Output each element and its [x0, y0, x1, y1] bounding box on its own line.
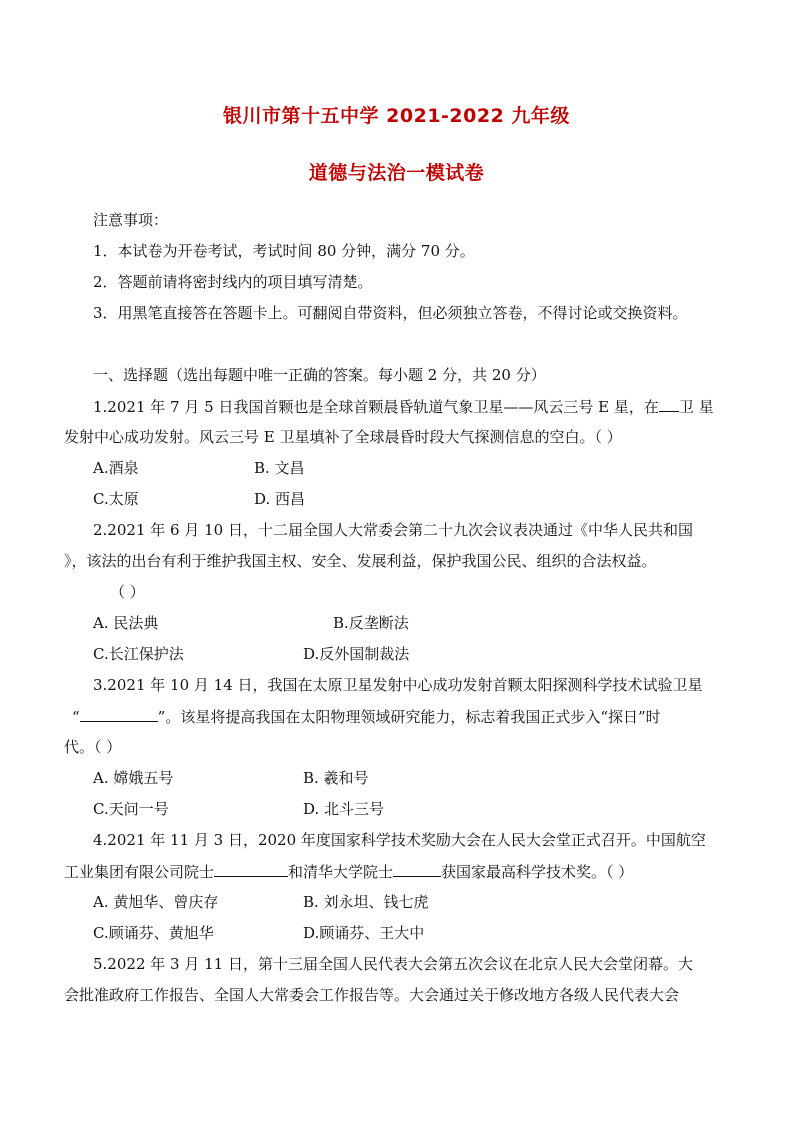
question-4-option-a: A. 黄旭华、曾庆存 — [93, 893, 219, 911]
question-3-option-c: C.天问一号 — [93, 800, 169, 818]
question-4-line-2 — [64, 860, 714, 883]
question-1-text-a: 1.2021 年 7 月 5 日我国首颗也是全球首颗晨昏轨道气象卫星——风云三号 E 星，在 — [93, 398, 659, 416]
question-2-line-2: 》，该法的出台有利于维护我国主权、安全、发展利益，保护我国公民、组织的合法权益。 — [64, 552, 657, 570]
question-3-blank — [80, 705, 158, 722]
question-2-option-d: D.反外国制裁法 — [303, 645, 410, 663]
question-2-option-b: B.反垄断法 — [333, 614, 409, 632]
question-5-line-1: 5.2022 年 3 月 11 日，第十三届全国人民代表大会第五次会议在北京人民大会堂闭幕。大 — [93, 955, 693, 973]
question-5-line-2: 会批准政府工作报告、全国人大常委会工作报告等。大会通过关于修改地方各级人民代表大会 — [64, 986, 680, 1004]
question-4-line-1: 4.2021 年 11 月 3 日，2020 年度国家科学技术奖励大会在人民大会堂正式召开。中国航空 — [93, 831, 706, 849]
question-3-line-2 — [72, 705, 722, 728]
notes-heading: 注意事项： — [93, 211, 169, 229]
question-2-line-1: 2.2021 年 6 月 10 日，十二届全国人大常委会第二十九次会议表决通过《中华人民共和国 — [93, 521, 693, 539]
exam-title-line2: 道德与法治一模试卷 — [308, 162, 485, 184]
question-4-text-a: 工业集团有限公司院士 — [64, 863, 215, 881]
question-4-text-b: 和清华大学院士 — [288, 863, 394, 881]
section-heading: 一、选择题（选出每题中唯一正确的答案。每小题 2 分，共 20 分） — [93, 366, 546, 384]
question-3-option-b: B. 羲和号 — [303, 769, 369, 787]
question-1-text-b: 卫 星 — [678, 398, 714, 416]
exam-title-line1: 银川市第十五中学 2021-2022 九年级 — [223, 105, 570, 127]
question-2-line-3: （ ） — [110, 583, 145, 601]
question-1-option-d: D. 西昌 — [254, 490, 306, 508]
question-3-line-3: 代。（ ） — [64, 738, 122, 756]
question-3-quote-open: “ — [72, 708, 80, 726]
question-1-line-2: 发射中心成功发射。风云三号 E 卫星填补了全球晨昏时段大气探测信息的空白。（ ） — [64, 428, 622, 446]
question-1-option-c: C.太原 — [93, 490, 139, 508]
question-3-option-a: A. 嫦娥五号 — [93, 769, 174, 787]
question-1-option-a: A.酒泉 — [93, 459, 139, 477]
question-4-option-b: B. 刘永坦、钱七虎 — [303, 893, 429, 911]
question-2-option-a: A. 民法典 — [93, 614, 159, 632]
question-1-option-b: B. 文昌 — [254, 459, 305, 477]
note-item-3: 3．用黑笔直接答在答题卡上。可翻阅自带资料，但必须独立答卷，不得讨论或交换资料。 — [93, 304, 688, 322]
note-item-1: 1．本试卷为开卷考试，考试时间 80 分钟，满分 70 分。 — [93, 242, 475, 260]
question-1-line-1 — [93, 395, 743, 418]
question-2-option-c: C.长江保护法 — [93, 645, 184, 663]
question-1-blank — [659, 395, 679, 412]
question-4-text-c: 获国家最高科学技术奖。（ ） — [441, 863, 634, 881]
question-4-option-d: D.顾诵芬、王大中 — [303, 924, 425, 942]
question-3-option-d: D. 北斗三号 — [303, 800, 385, 818]
question-3-text-b: ”。该星将提高我国在太阳物理领域研究能力，标志着我国正式步入“探日”时 — [157, 708, 661, 726]
question-4-blank-2 — [393, 860, 441, 877]
note-item-2: 2．答题前请将密封线内的项目填写清楚。 — [93, 273, 373, 291]
question-4-option-c: C.顾诵芬、黄旭华 — [93, 924, 214, 942]
question-4-blank-1 — [214, 860, 288, 877]
question-3-line-1: 3.2021 年 10 月 14 日，我国在太原卫星发射中心成功发射首颗太阳探测科学技术试验卫星 — [93, 676, 703, 694]
